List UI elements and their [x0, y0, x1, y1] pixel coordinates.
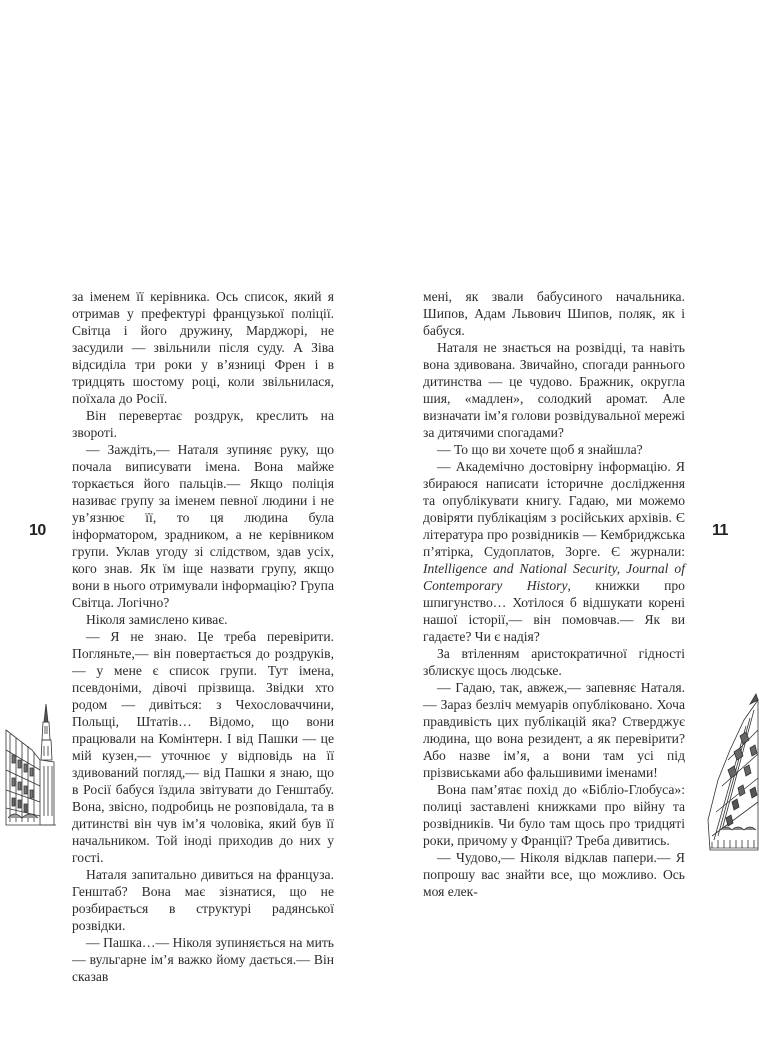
paragraph: — Заждіть,— Наталя зупиняє руку, що почала виписувати імена. Вона майже торкається його пальців.— Якщо поліція називає групу за іменем певної людини і не ув’язнює її, то ця людина була інформатором, зрадником, а не керівником групи. Уклав угоду зі слідством, здав усіх, кого знав. Як їм іще назвати групу, якщо вони в нього отримували інформацію? Група Світца. Логічно?: [72, 442, 334, 610]
paragraph: Ніколя замислено киває.: [86, 612, 228, 627]
right-page-text-column: [423, 288, 685, 900]
paragraph: — Гадаю, так, авжеж,— запевняє Наталя.— Зараз безліч мемуарів опубліковано. Хоча правдивість цих публікацій яка? Стверджує людина, що вона резидент, а як перевірити? Або назве ім’я, а вони там усі під прізвиськами або фальшивими іменами!: [423, 680, 685, 780]
right-page: [379, 0, 759, 1056]
paragraph: за іменем її керівника. Ось список, який я отримав у префектурі французької поліції. Світца і його дружину, Марджорі, не засудили — звільнили після суду. А Зіва відсиділа три роки у в’язниці Френ і в тридцять шостому році, коли звільнилася, поїхала до Росії.: [72, 289, 334, 406]
tilted-facade-sketch-icon: [700, 690, 759, 855]
paragraph: [423, 458, 685, 645]
gothic-building-sketch-icon: [2, 700, 58, 830]
left-page-text-column: [72, 288, 334, 985]
paragraph: — То що ви хочете щоб я знайшла?: [437, 442, 643, 457]
paragraph: — Я не знаю. Це треба перевірити. Погляньте,— він повертається до роздруків,— у мене є список групи. Тут імена, псевдоніми, дівочі прізвища. Звідки хто родом — дивіться: з Чехословаччини, Польщі, Штатів… Відомо, що вони працювали на Комінтерн. І від Пашки — це мій кузен,— уточнює у відповідь на її здивований погляд,— від Пашки я знаю, що в Росії бабуся їздила звітувати до Генштабу. Вона, звісно, подробиць не розповідала, та в дитинстві він чув ім’я чоловіка, який був її начальником. Той іноді приходив до них у гості.: [72, 629, 334, 865]
paragraph: За втіленням аристократичної гідності зблискує щось людське.: [423, 646, 685, 678]
left-page: [0, 0, 379, 1056]
paragraph: — Пашка…— Ніколя зупиняється на мить — вульгарне ім’я важко йому дається.— Він сказав: [72, 935, 334, 984]
paragraph: Вона пам’ятає похід до «Бібліо-Глобуса»: полиці заставлені книжками про війну та розвідників. Чи було там щось про тридцяті роки, причому у Франції? Треба дивитись.: [423, 782, 685, 848]
paragraph-text: , книжки про шпигунство… Хотілося б відшукати корені нашої історії,— він помовчав.— Як ви гадаєте? Чи є надія?: [423, 578, 685, 644]
paragraph: Наталя запитально дивиться на француза. Генштаб? Вона має зізнатися, що не розбирається в структурі радянської розвідки.: [72, 867, 334, 933]
paragraph: Наталя не знається на розвідці, та навіть вона здивована. Звичайно, спогади раннього дитинства — це чудово. Бражник, округла шия, «мадлен», солодкий аромат. Але визначати ім’я голови розвідувальної мережі за дитячими спогадами?: [423, 340, 685, 440]
page-number: 11: [712, 522, 728, 539]
paragraph-text: — Академічно достовірну інформацію. Я збираюся написати історичне дослідження та опублікувати книгу. Гадаю, ми можемо довіряти публікаціям з російських архівів. Є література про розвідників — Кембриджська п’ятірка, Судоплатов, Зорге. Є журнали:: [423, 459, 685, 559]
paragraph: мені, як звали бабусиного начальника. Шипов, Адам Львович Шипов, поляк, як і бабуся.: [423, 289, 685, 338]
journal-titles: Intelligence and National Security, Journal of Contemporary History: [423, 561, 685, 593]
paragraph: Він перевертає роздрук, креслить на звороті.: [72, 408, 334, 440]
page-number: 10: [29, 522, 46, 539]
paragraph: — Чудово,— Ніколя відклав папери.— Я попрошу вас знайти все, що можливо. Ось моя елек-: [423, 850, 685, 899]
